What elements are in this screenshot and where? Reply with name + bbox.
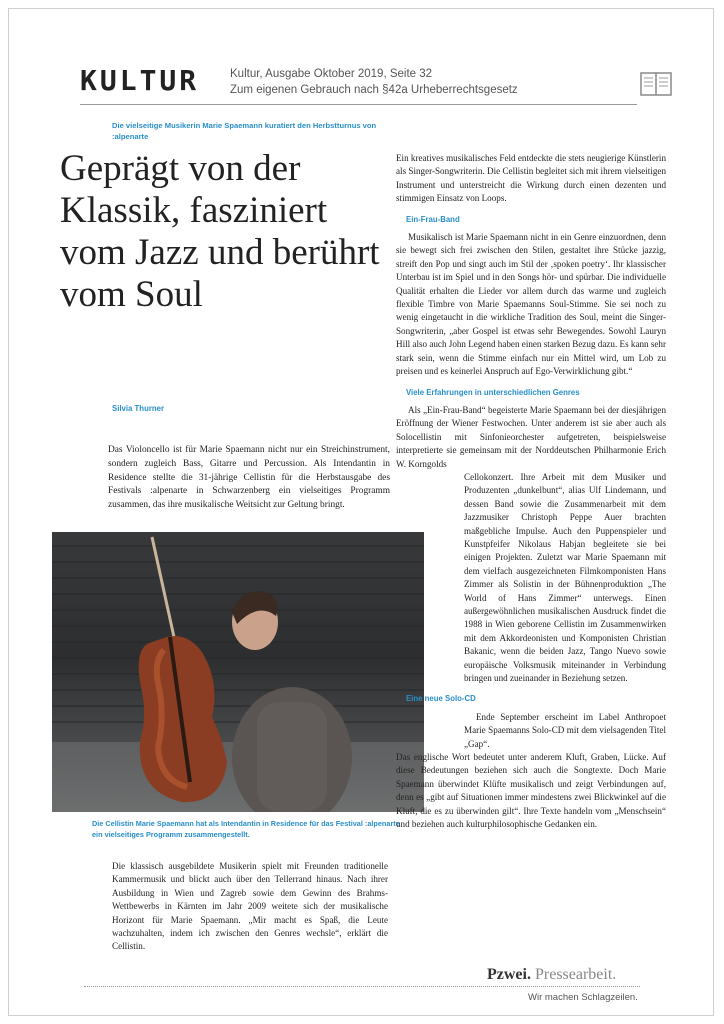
cellist-photo xyxy=(52,532,424,812)
footer-tagline: Wir machen Schlagzeilen. xyxy=(528,992,638,1003)
section-logo: KULTUR xyxy=(80,64,200,97)
footer-brand-light: Pressearbeit. xyxy=(534,966,617,983)
open-book-icon xyxy=(640,72,672,96)
footer-logo xyxy=(487,966,616,984)
article-paragraph: Als „Ein-Frau-Band“ begeisterte Marie Spaemann bei der diesjährigen Eröffnung der Wiener Festwochen. Unter anderem ist sie aber auch als Solocellistin mit Sinfonieorchester aufgetreten, beispielsweise interpretierte sie gemeinsam mit der Norddeutschen Philharmonie Erich W. Korngolds xyxy=(396,404,666,469)
subheading: Ein-Frau-Band xyxy=(406,214,460,224)
article-paragraph: Ein kreatives musikalisches Feld entdeckte die stets neugierige Künstlerin als Singer-Songwriterin. Die Cellistin begleitet sich mit ihrem vielseitigen Instrument und unterstreicht die Wirkung durch einen dezenten und stimmigen Einsatz von Loops. xyxy=(396,153,666,204)
article-kicker: Die vielseitige Musikerin Marie Spaemann kuratiert den Herbstturnus von :alpenarte xyxy=(112,121,377,141)
article-paragraph: Musikalisch ist Marie Spaemann nicht in ein Genre einzuordnen, denn sie bewegt sich frei zwischen den Stilen, gestaltet ihre Stücke jazzig, streift den Pop und singt auch im Stil der ‚spoken poetry‘. Ihr klassischer Unterbau ist im Spiel und in den Songs hör- und spürbar. Die individuelle Qualität erhalten die Lieder vor allem durch das warme und zugleich flexible Timbre von Marie Spaemanns Soul-Stimme. Sie sei noch zu wenig eingetaucht in die wirkliche Tradition des Soul, meint die Singer-Songwriterin, „aber Gospel ist etwas sehr Bewegendes. Sowohl Lauryn Hill also auch John Legend haben einen starken Bezug dazu. Es kann sehr stark sein, wenn die Stimme einfach nur ein Mittel wird, um Lob zu preisen und es keinerlei Anspruch auf Ego-Verwirklichung gibt.“ xyxy=(396,232,666,377)
article-right-column xyxy=(396,152,666,832)
article-paragraph: Die klassisch ausgebildete Musikerin spielt mit Freunden traditionelle Kammermusik und blickt auch über den Tellerrand hinaus. Nach ihrer Ausbildung in Wien und Zagreb sowie dem Gewinn des Brahms-Wettbewerbs in Kärnten im Jahr 2009 weitete sich der musikalische Horizont für Marie Spaemann. „Mir macht es Spaß, die Leute wachzuhalten, indem ich zwischen den Genres wechsle“, erklärt die Cellistin. xyxy=(112,861,388,952)
page-header xyxy=(80,62,680,104)
photo-illustration xyxy=(52,532,424,812)
article-paragraph: Das englische Wort bedeutet unter anderem Kluft, Graben, Lücke. Auf diese Bedeutungen beziehen sich auch die Songtexte. Doch Marie Spaemann überwindet Klüfte musikalisch und zeigt Verbindungen auf, denn es „gibt auf Situationen immer mindestens zwei Blickwinkel auf die Kluft, die es zu überwinden gilt“. Ihre Texte handeln vom „Menschsein“ und beziehen auch kulturphilosophische Gedanken ein. xyxy=(396,752,666,830)
article-paragraph: Ende September erscheint im Label Anthropoet Marie Spaemanns Solo-CD mit dem vielsagenden Titel „Gap“. xyxy=(464,711,666,749)
footer-divider xyxy=(84,986,640,987)
subheading: Eine neue Solo-CD xyxy=(406,694,476,704)
subheading: Viele Erfahrungen in unterschiedlichen Genres xyxy=(406,387,580,397)
article-intro: Das Violoncello ist für Marie Spaemann nicht nur ein Streichinstrument, sondern zugleich Bass, Gitarre und Percussion. Als Intendantin in Residence stellte die 31-jährige Cellistin für die Herbstausgabe des Festivals :alpenarte in Schwarzenberg ein vielseitiges Programm zusammen, das ihre musikalische Weitsicht zur Geltung bringt. xyxy=(108,445,390,511)
source-info xyxy=(230,66,518,98)
article-headline: Geprägt von der Klassik, fasziniert vom Jazz und berührt vom Soul xyxy=(60,148,380,315)
source-line: Kultur, Ausgabe Oktober 2019, Seite 32 xyxy=(230,68,433,80)
photo-caption: Die Cellistin Marie Spaemann hat als Intendantin in Residence für das Festival :alpenarte ein vielseitiges Programm zusammengestellt. xyxy=(92,819,400,839)
article-paragraph: Cellokonzert. Ihre Arbeit mit dem Musiker und Produzenten „dunkelbunt“, alias Ulf Lindemann, und dessen Band sowie die Zusammenarbeit mit dem Jazzmusiker Christoph Peppe Auer brachten maßgebliche Impulse. Auch den Puppenspieler und Kunstpfeifer Nikolaus Habjan begleitete sie bei einigen Projekten. Zuletzt war Marie Spaemann mit dem vielfach ausgezeichneten Filmkomponisten Hans Zimmer als Solistin in der Bühnenproduktion „The World of Hans Zimmer“ unterwegs. Einen außergewöhnlichen musikalischen Ausdruck findet die 1988 in Wien geborene Cellistin im Zusammenwirken mit dem Akkordeonisten und Komponisten Christian Bakanic, wenn die beiden Jazz, Tango Nuevo sowie europäische Volksmusik miteinander in Verbindung bringen und zueinander in Beziehung setzen. xyxy=(464,471,666,684)
header-divider xyxy=(80,104,637,105)
article-author: Silvia Thurner xyxy=(112,404,164,413)
footer-brand-bold: Pzwei. xyxy=(487,966,531,983)
copyright-line: Zum eigenen Gebrauch nach §42a Urheberrechtsgesetz xyxy=(230,84,518,96)
